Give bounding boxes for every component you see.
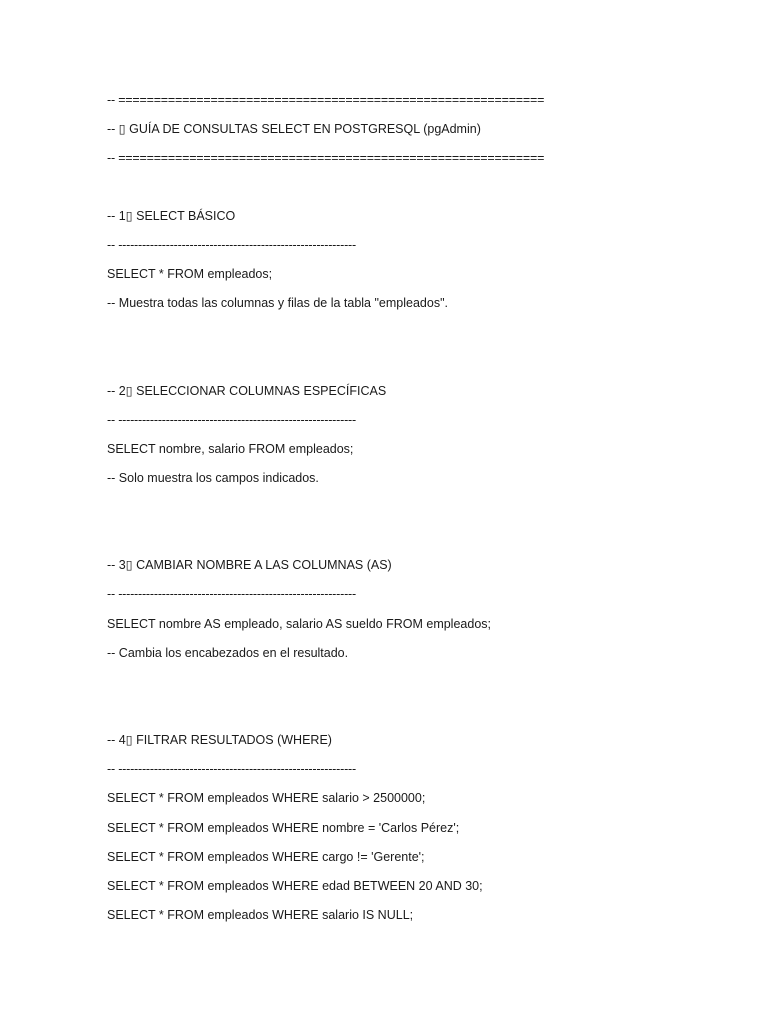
code-line: SELECT * FROM empleados WHERE edad BETWEEN 20 AND 30; [107,879,483,893]
section-heading: -- 1▯ SELECT BÁSICO [107,209,236,223]
code-line: SELECT * FROM empleados WHERE salario IS NULL; [107,908,414,922]
comment-line: -- Cambia los encabezados en el resultado. [107,646,349,660]
header-rule-top: -- ============================================================ [107,93,545,107]
section-heading: -- 2▯ SELECCIONAR COLUMNAS ESPECÍFICAS [107,384,387,398]
section-divider: -- ------------------------------------------------------------ [107,238,356,252]
section-heading: -- 3▯ CAMBIAR NOMBRE A LAS COLUMNAS (AS) [107,558,392,572]
header-rule-bottom: -- ============================================================ [107,151,545,165]
comment-line: -- Solo muestra los campos indicados. [107,471,319,485]
comment-line: -- Muestra todas las columnas y filas de la tabla "empleados". [107,296,448,310]
document-title: -- ▯ GUÍA DE CONSULTAS SELECT EN POSTGRESQL (pgAdmin) [107,122,481,136]
section-divider: -- ------------------------------------------------------------ [107,762,356,776]
code-line: SELECT nombre, salario FROM empleados; [107,442,354,456]
section-divider: -- ------------------------------------------------------------ [107,413,356,427]
code-line: SELECT * FROM empleados WHERE nombre = 'Carlos Pérez'; [107,821,460,835]
code-line: SELECT * FROM empleados WHERE salario > 2500000; [107,791,426,805]
code-line: SELECT * FROM empleados WHERE cargo != 'Gerente'; [107,850,425,864]
code-line: SELECT * FROM empleados; [107,267,273,281]
code-line: SELECT nombre AS empleado, salario AS sueldo FROM empleados; [107,617,491,631]
section-divider: -- ------------------------------------------------------------ [107,587,356,601]
section-heading: -- 4▯ FILTRAR RESULTADOS (WHERE) [107,733,332,747]
